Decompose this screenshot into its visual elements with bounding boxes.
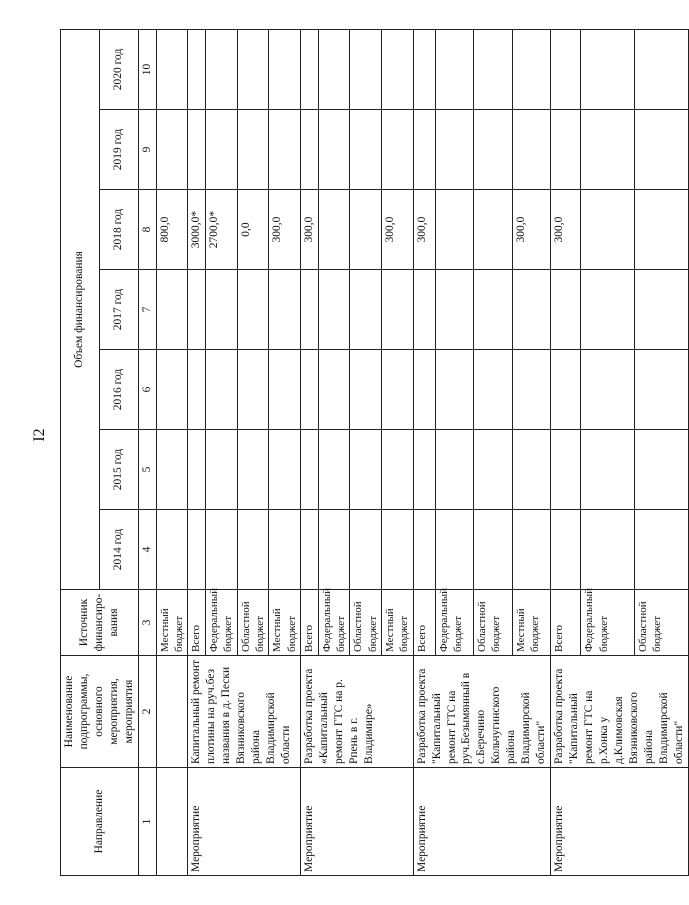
column-number: 3 xyxy=(138,590,156,656)
value-cell xyxy=(474,430,513,510)
value-cell xyxy=(634,29,688,109)
column-number: 2 xyxy=(138,656,156,768)
value-cell xyxy=(188,430,206,510)
direction-cell: Мероприятие xyxy=(413,768,550,876)
value-cell xyxy=(300,510,318,590)
source-cell: Всего xyxy=(551,590,581,656)
value-cell xyxy=(474,270,513,350)
value-cell xyxy=(188,110,206,190)
value-cell: 0,0 xyxy=(237,190,269,270)
value-cell xyxy=(350,270,382,350)
value-cell xyxy=(551,510,581,590)
value-cell xyxy=(237,110,269,190)
activity-name-cell: Разработка проекта «Капитальный ремонт ГТС на р. Рпень в г. Владимире» xyxy=(300,656,413,768)
value-cell xyxy=(413,270,435,350)
value-cell xyxy=(435,110,474,190)
value-cell xyxy=(551,350,581,430)
rotated-page xyxy=(60,30,685,876)
header-year: 2014 год xyxy=(99,510,138,590)
table-row xyxy=(551,29,581,875)
value-cell xyxy=(551,110,581,190)
value-cell: 300,0 xyxy=(300,190,318,270)
value-cell xyxy=(581,270,635,350)
value-cell xyxy=(350,110,382,190)
source-cell: Федеральный бюджет xyxy=(206,590,238,656)
value-cell xyxy=(269,510,301,590)
value-cell xyxy=(300,110,318,190)
header-source: Источник финансиро-вания xyxy=(61,590,139,656)
source-cell: Местный бюджет xyxy=(156,590,188,656)
value-cell xyxy=(512,510,551,590)
header-year: 2015 год xyxy=(99,430,138,510)
value-cell xyxy=(581,29,635,109)
column-number: 6 xyxy=(138,350,156,430)
value-cell xyxy=(634,350,688,430)
value-cell xyxy=(512,110,551,190)
header-year: 2020 год xyxy=(99,29,138,109)
financing-table xyxy=(60,29,689,876)
value-cell xyxy=(188,350,206,430)
table-row xyxy=(156,29,188,875)
value-cell xyxy=(206,110,238,190)
source-cell: Федеральный бюджет xyxy=(435,590,474,656)
value-cell xyxy=(474,29,513,109)
value-cell xyxy=(206,350,238,430)
value-cell xyxy=(206,430,238,510)
value-cell xyxy=(206,29,238,109)
value-cell xyxy=(206,510,238,590)
value-cell xyxy=(382,110,414,190)
column-number: 7 xyxy=(138,270,156,350)
value-cell xyxy=(318,110,350,190)
value-cell: 300,0 xyxy=(512,190,551,270)
value-cell xyxy=(512,270,551,350)
table-body xyxy=(156,29,688,875)
source-cell: Всего xyxy=(413,590,435,656)
value-cell: 300,0 xyxy=(551,190,581,270)
value-cell xyxy=(318,190,350,270)
direction-cell: Мероприятие xyxy=(551,768,688,876)
value-cell xyxy=(318,430,350,510)
value-cell xyxy=(237,350,269,430)
value-cell xyxy=(474,350,513,430)
value-cell xyxy=(551,270,581,350)
value-cell xyxy=(350,510,382,590)
value-cell xyxy=(300,270,318,350)
activity-name-cell: Разработка проекта "Капитальный ремонт ГТС на р.Хонка у д.Климовская Вязниковского района Владимирской области" xyxy=(551,656,688,768)
value-cell xyxy=(156,510,188,590)
value-cell xyxy=(156,110,188,190)
value-cell xyxy=(634,510,688,590)
source-cell: Областной бюджет xyxy=(350,590,382,656)
value-cell xyxy=(269,350,301,430)
value-cell xyxy=(300,430,318,510)
activity-name-cell: Капитальный ремонт плотины на руч.без названия в д. Пески Вязниковского района Владимирской области xyxy=(188,656,301,768)
value-cell xyxy=(581,510,635,590)
value-cell xyxy=(300,350,318,430)
value-cell xyxy=(156,430,188,510)
value-cell xyxy=(413,110,435,190)
column-number: 1 xyxy=(138,768,156,876)
value-cell xyxy=(382,29,414,109)
source-cell: Всего xyxy=(188,590,206,656)
value-cell xyxy=(512,430,551,510)
value-cell xyxy=(237,29,269,109)
value-cell xyxy=(382,270,414,350)
header-year: 2019 год xyxy=(99,110,138,190)
value-cell xyxy=(435,350,474,430)
value-cell xyxy=(382,510,414,590)
column-number: 5 xyxy=(138,430,156,510)
value-cell xyxy=(237,270,269,350)
table-row xyxy=(188,29,206,875)
header-numbers-row xyxy=(138,29,156,875)
value-cell xyxy=(318,29,350,109)
value-cell xyxy=(206,270,238,350)
value-cell xyxy=(156,29,188,109)
value-cell: 300,0 xyxy=(269,190,301,270)
value-cell xyxy=(634,270,688,350)
value-cell xyxy=(581,350,635,430)
value-cell xyxy=(435,430,474,510)
source-cell: Областной бюджет xyxy=(474,590,513,656)
value-cell xyxy=(350,350,382,430)
value-cell xyxy=(237,430,269,510)
value-cell xyxy=(435,510,474,590)
value-cell xyxy=(318,350,350,430)
empty-cell xyxy=(156,768,188,876)
value-cell xyxy=(474,110,513,190)
value-cell xyxy=(350,430,382,510)
source-cell: Федеральный бюджет xyxy=(581,590,635,656)
value-cell xyxy=(413,510,435,590)
value-cell: 300,0 xyxy=(413,190,435,270)
value-cell: 300,0 xyxy=(382,190,414,270)
activity-name-cell: Разработка проекта "Капитальный ремонт ГТС на руч.Безымянный в с.Беречино Кольчугинского района Владимирской области" xyxy=(413,656,550,768)
value-cell xyxy=(269,430,301,510)
value-cell xyxy=(581,190,635,270)
value-cell xyxy=(269,29,301,109)
value-cell xyxy=(188,29,206,109)
header-direction: Направление xyxy=(61,768,139,876)
page-number: I2 xyxy=(31,428,48,442)
value-cell: 800,0 xyxy=(156,190,188,270)
value-cell xyxy=(188,270,206,350)
value-cell xyxy=(634,190,688,270)
value-cell xyxy=(581,110,635,190)
source-cell: Местный бюджет xyxy=(382,590,414,656)
value-cell xyxy=(634,430,688,510)
table-row xyxy=(300,29,318,875)
value-cell: 3000,0* xyxy=(188,190,206,270)
column-number: 8 xyxy=(138,190,156,270)
value-cell xyxy=(156,270,188,350)
value-cell xyxy=(350,29,382,109)
column-number: 4 xyxy=(138,510,156,590)
value-cell xyxy=(413,350,435,430)
source-cell: Областной бюджет xyxy=(634,590,688,656)
value-cell xyxy=(382,350,414,430)
value-cell xyxy=(551,29,581,109)
column-number: 9 xyxy=(138,110,156,190)
source-cell: Местный бюджет xyxy=(512,590,551,656)
value-cell xyxy=(269,270,301,350)
header-volume: Объем финансирования xyxy=(61,29,100,589)
value-cell xyxy=(512,29,551,109)
value-cell xyxy=(474,510,513,590)
value-cell xyxy=(435,29,474,109)
value-cell xyxy=(435,190,474,270)
value-cell xyxy=(156,350,188,430)
column-number: 10 xyxy=(138,29,156,109)
source-cell: Местный бюджет xyxy=(269,590,301,656)
value-cell xyxy=(300,29,318,109)
value-cell xyxy=(581,430,635,510)
direction-cell: Мероприятие xyxy=(300,768,413,876)
source-cell: Всего xyxy=(300,590,318,656)
value-cell: 2700,0* xyxy=(206,190,238,270)
empty-cell xyxy=(156,656,188,768)
value-cell xyxy=(237,510,269,590)
value-cell xyxy=(269,110,301,190)
value-cell xyxy=(318,510,350,590)
source-cell: Областной бюджет xyxy=(237,590,269,656)
value-cell xyxy=(551,430,581,510)
value-cell xyxy=(435,270,474,350)
source-cell: Федеральный бюджет xyxy=(318,590,350,656)
value-cell xyxy=(188,510,206,590)
value-cell xyxy=(350,190,382,270)
landscape-content xyxy=(60,30,685,876)
value-cell xyxy=(413,29,435,109)
value-cell xyxy=(382,430,414,510)
value-cell xyxy=(634,110,688,190)
value-cell xyxy=(318,270,350,350)
header-year: 2018 год xyxy=(99,190,138,270)
value-cell xyxy=(512,350,551,430)
header-name: Наименование подпрограммы, основного мероприятия, мероприятия xyxy=(61,656,139,768)
table-row xyxy=(413,29,435,875)
header-year: 2016 год xyxy=(99,350,138,430)
header-year: 2017 год xyxy=(99,270,138,350)
value-cell xyxy=(474,190,513,270)
value-cell xyxy=(413,430,435,510)
direction-cell: Мероприятие xyxy=(188,768,301,876)
